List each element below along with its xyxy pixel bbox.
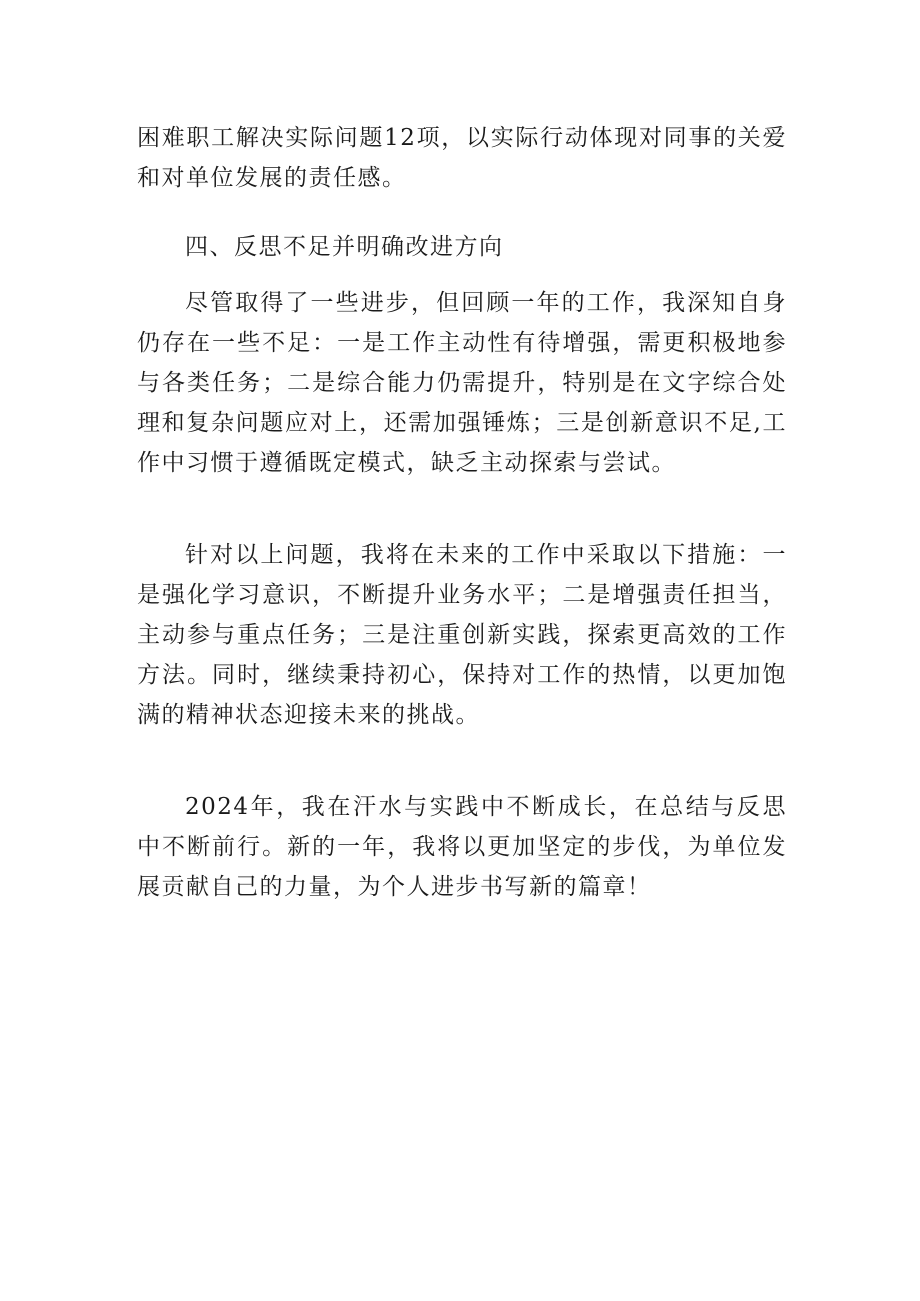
paragraph-conclusion: 2024年，我在汗水与实践中不断成长，在总结与反思中不断前行。新的一年，我将以更加坚定的步伐，为单位发展贡献自己的力量，为个人进步书写新的篇章！: [137, 794, 787, 900]
paragraph-continuation: 困难职工解决实际问题12项，以实际行动体现对同事的关爱和对单位发展的责任感。: [137, 125, 787, 191]
section-heading: 四、反思不足并明确改进方向: [185, 234, 504, 260]
paragraph-measures: 针对以上问题，我将在未来的工作中采取以下措施：一是强化学习意识，不断提升业务水平；二是增强责任担当，主动参与重点任务；三是注重创新实践，探索更高效的工作方法。同时，继续秉持初心，保持对工作的热情，以更加饱满的精神状态迎接未来的挑战。: [137, 542, 787, 728]
paragraph-reflection: 尽管取得了一些进步，但回顾一年的工作，我深知自身仍存在一些不足：一是工作主动性有待增强，需更积极地参与各类任务；二是综合能力仍需提升，特别是在文字综合处理和复杂问题应对上，还需加强锤炼；三是创新意识不足,工作中习惯于遵循既定模式，缺乏主动探索与尝试。: [137, 290, 787, 476]
